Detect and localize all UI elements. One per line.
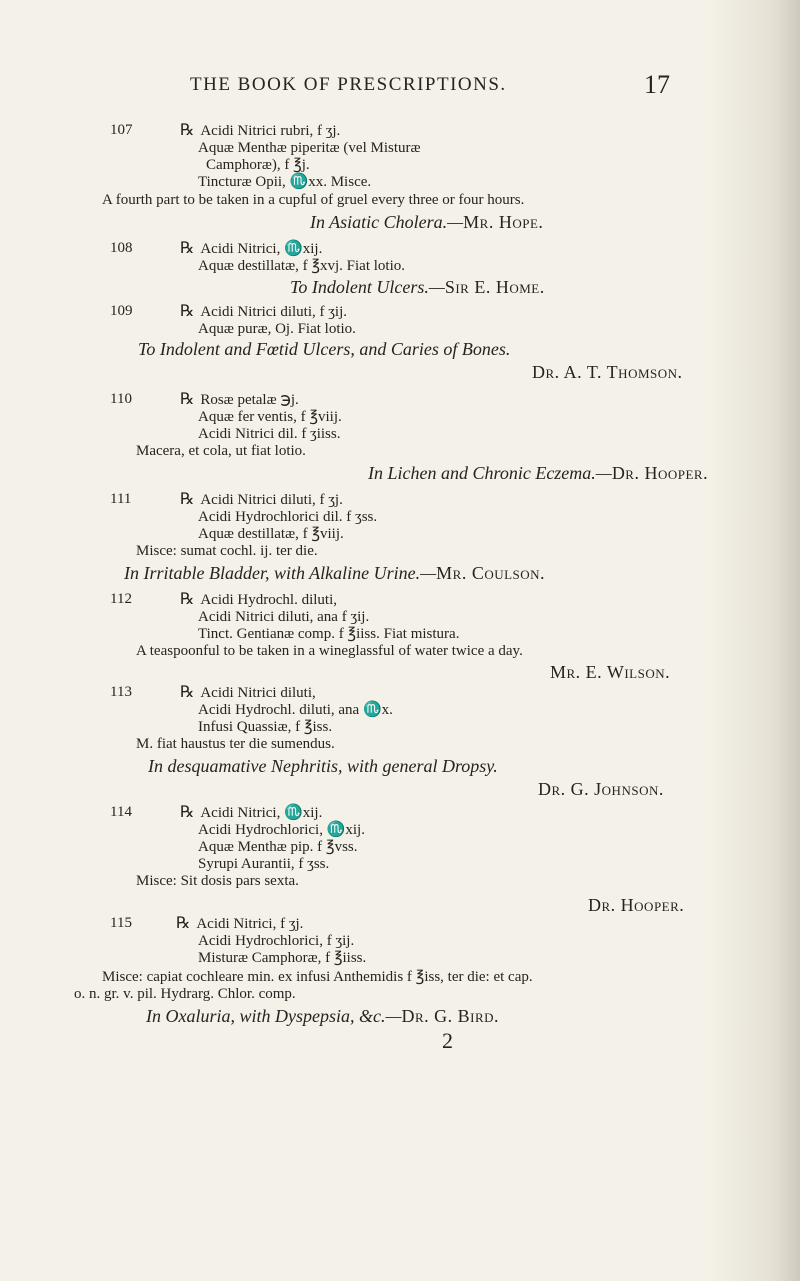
page-number: 17 — [644, 70, 670, 99]
prescription-line: Acidi Hydrochl. diluti, ana ♏x. — [198, 702, 393, 718]
prescription-line: Aquæ destillatæ, f ℥xvj. Fiat lotio. — [198, 258, 405, 274]
prescription-line: ℞ Acidi Nitrici, ♏xij. — [180, 240, 323, 257]
entry-number: 110 — [110, 391, 132, 407]
directions: A teaspoonful to be taken in a wineglassful of water twice a day. — [136, 643, 523, 659]
caption: In desquamative Nephritis, with general Dropsy. — [148, 756, 498, 776]
prescription-line: Tincturæ Opii, ♏xx. Misce. — [198, 174, 372, 190]
caption: To Indolent and Fœtid Ulcers, and Caries of Bones. — [138, 339, 511, 359]
entry-number: 111 — [110, 491, 132, 507]
directions: Misce: Sit dosis pars sexta. — [136, 873, 299, 889]
prescription-line: ℞ Rosæ petalæ ℈j. — [180, 391, 299, 408]
prescription-line: Misturæ Camphoræ, f ℥iiss. — [198, 950, 367, 966]
running-header — [190, 70, 710, 99]
prescription-line: Aquæ Menthæ piperitæ (vel Misturæ — [198, 140, 421, 156]
author: Dr. G. Johnson. — [538, 779, 664, 799]
directions: Misce: capiat cochleare min. ex infusi Anthemidis f ℥iss, ter die: et cap. — [102, 969, 533, 985]
directions: o. n. gr. v. pil. Hydrarg. Chlor. comp. — [74, 986, 296, 1002]
author: Dr. A. T. Thomson. — [532, 362, 683, 382]
prescription-line: Acidi Nitrici diluti, ana f ʒij. — [198, 609, 370, 625]
caption: In Lichen and Chronic Eczema.—Dr. Hooper. — [368, 463, 709, 483]
prescription-line: Aquæ fer ventis, f ℥viij. — [198, 409, 342, 425]
caption: In Irritable Bladder, with Alkaline Urine.—Mr. Coulson. — [124, 563, 546, 583]
signature-mark: 2 — [442, 1028, 453, 1053]
entry-number: 109 — [110, 303, 133, 319]
prescription-line: Acidi Nitrici dil. f ʒiiss. — [198, 426, 341, 442]
prescription-line: ℞ Acidi Nitrici, ♏xij. — [180, 804, 323, 821]
prescription-line: ℞ Acidi Nitrici diluti, f ʒij. — [180, 303, 347, 320]
page-edge-shadow — [710, 0, 800, 1281]
entry-number: 114 — [110, 804, 132, 820]
prescription-line: Tinct. Gentianæ comp. f ℥iiss. Fiat mistura. — [198, 626, 460, 642]
prescription-line: ℞ Acidi Nitrici diluti, — [180, 684, 316, 701]
prescription-line: Aquæ Menthæ pip. f ℥vss. — [198, 839, 358, 855]
directions: M. fiat haustus ter die sumendus. — [136, 736, 335, 752]
prescription-line: ℞ Acidi Nitrici rubri, f ʒj. — [180, 122, 341, 139]
entry-number: 107 — [110, 122, 133, 138]
caption: In Oxaluria, with Dyspepsia, &c.—Dr. G. Bird. — [146, 1006, 500, 1026]
header-title: THE BOOK OF PRESCRIPTIONS. — [190, 74, 507, 95]
prescription-line: ℞ Acidi Nitrici, f ʒj. — [176, 915, 304, 932]
caption: In Asiatic Cholera.—Mr. Hope. — [310, 212, 544, 232]
prescription-line: ℞ Acidi Nitrici diluti, f ʒj. — [180, 491, 343, 508]
entry-number: 112 — [110, 591, 132, 607]
author: Mr. E. Wilson. — [550, 662, 671, 682]
directions: Misce: sumat cochl. ij. ter die. — [136, 543, 318, 559]
caption: To Indolent Ulcers.—Sir E. Home. — [290, 277, 545, 297]
prescription-line: Acidi Hydrochlorici, f ʒij. — [198, 933, 355, 949]
prescription-line: Aquæ puræ, Oj. Fiat lotio. — [198, 321, 356, 337]
prescription-line: Infusi Quassiæ, f ℥iss. — [198, 719, 333, 735]
entry-number: 113 — [110, 684, 132, 700]
prescription-line: Camphoræ), f ℥j. — [206, 157, 310, 173]
rx-symbol: ℞ — [180, 122, 195, 139]
entry-number: 115 — [110, 915, 132, 931]
prescription-line: Syrupi Aurantii, f ʒss. — [198, 856, 330, 872]
prescription-line: ℞ Acidi Hydrochl. diluti, — [180, 591, 337, 608]
directions: A fourth part to be taken in a cupful of gruel every three or four hours. — [102, 192, 525, 208]
prescription-line: Acidi Hydrochlorici dil. f ʒss. — [198, 509, 378, 525]
author: Dr. Hooper. — [588, 895, 685, 915]
prescription-line: Aquæ destillatæ, f ℥viij. — [198, 526, 344, 542]
prescription-line: Acidi Hydrochlorici, ♏xij. — [198, 822, 365, 838]
entry-number: 108 — [110, 240, 133, 256]
directions: Macera, et cola, ut fiat lotio. — [136, 443, 306, 459]
